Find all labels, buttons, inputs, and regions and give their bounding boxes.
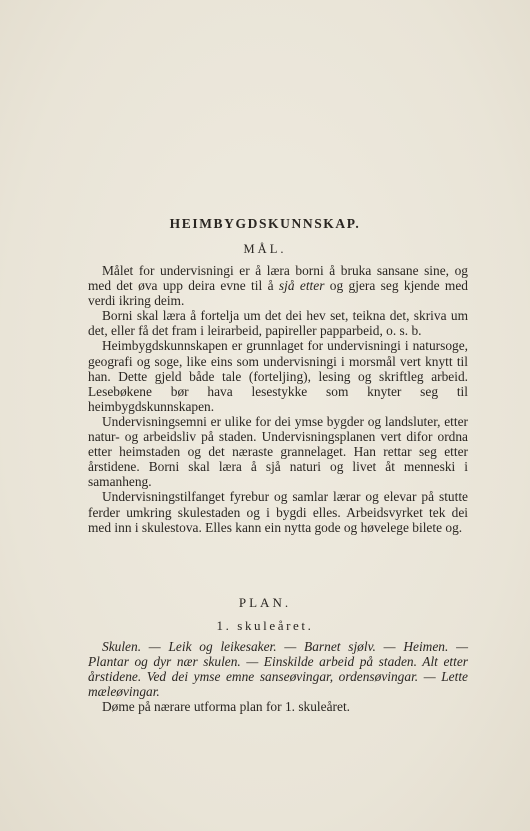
paragraph-foundation: Heimbygdskunnskapen er grunnlaget for undervisningi i natursoge, geografi og soge, like eins som undervisningi i morsmål vert knytt til han. Dette gjeld både tale (forteljing), lesing og skriftleg arbeid. Lesebøkene bør hava lesestykke som knyter seg til heimbygdskunnskapen. [88, 338, 468, 414]
paragraph-material: Undervisningstilfanget fyrebur og samlar lærar og elevar på stutte ferder umkring skulestaden og i bygdi elles. Arbeidsvyrket tek dei med inn i skulestova. Elles kann ein nytta gode og høvelege bilete og. [88, 489, 468, 535]
paragraph-goal-emphasis: sjå etter [278, 278, 325, 294]
plan-year: 1. skuleåret. [216, 618, 314, 633]
section-subtitle: MÅL. [243, 242, 287, 256]
plan-note: Døme på nærare utforma plan for 1. skuleåret. [102, 699, 351, 715]
plan-title: PLAN. [238, 595, 292, 610]
paragraph-goal [88, 263, 468, 308]
section-title: HEIMBYGDSKUNNSKAP. [169, 216, 361, 231]
paragraph-telling: Borni skal læra å fortelja um det dei hev set, teikna det, skriva um det, eller få det fram i leirarbeid, papireller papparbeid, o. s. b. [88, 308, 468, 339]
plan-topics: Skulen. — Leik og leikesaker. — Barnet sjølv. — Heimen. — Plantar og dyr nær skulen. — Einskilde arbeid på staden. Alt etter årstidene. Ved dei ymse emne sanseøvingar, ordensøvingar. — Lette mæleøvingar. [88, 639, 468, 700]
body-text [88, 263, 468, 535]
paragraph-goal-part2: og gjera seg kjende med verdi ikring deim. [88, 278, 468, 309]
paragraph-goal-part1: Målet for undervisningi er å læra borni å bruka sansane sine, og med det øva upp deira evne til å [88, 263, 468, 294]
plan-text [88, 639, 468, 714]
paragraph-subjects: Undervisningsemni er ulike for dei ymse bygder og landsluter, etter natur- og arbeidsliv på staden. Undervisningsplanen vert difor ordna etter heimstaden og det næraste grannelaget. Han rettar seg etter årstidene. Borni skal læra å sjå naturi og livet åt menneski i samanheng. [88, 413, 468, 490]
